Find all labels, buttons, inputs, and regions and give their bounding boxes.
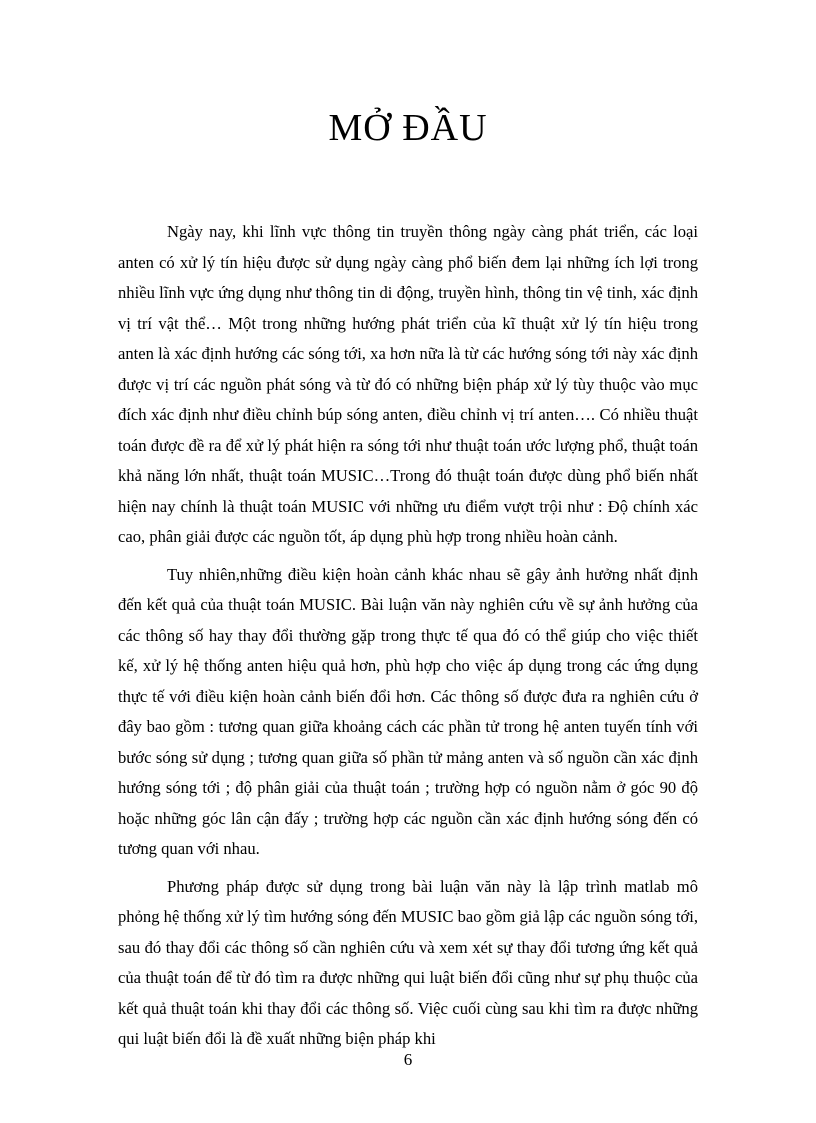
page-number: 6 [403, 1050, 413, 1069]
body-text [118, 217, 698, 1062]
paragraph-method: Phương pháp được sử dụng trong bài luận văn này là lập trình matlab mô phỏng hệ thống xử lý tìm hướng sóng đến MUSIC bao gồm giả lập các nguồn sóng tới, sau đó thay đổi các thông số cần nghiên cứu và xem xét sự thay đổi tương ứng kết quả của thuật toán để từ đó tìm ra được những qui luật biến đổi cũng như sự phụ thuộc của kết quả thuật toán khi thay đổi các thông số. Việc cuối cùng sau khi tìm ra được những qui luật biến đổi là đề xuất những biện pháp khi [118, 876, 698, 1048]
paragraph-parameters: Tuy nhiên,những điều kiện hoàn cảnh khác nhau sẽ gây ảnh hưởng nhất định đến kết quả của thuật toán MUSIC. Bài luận văn này nghiên cứu về sự ảnh hưởng của các thông số hay thay đổi thường gặp trong thực tế qua đó có thể giúp cho việc thiết kế, xử lý hệ thống anten hiệu quả hơn, phù hợp cho việc áp dụng trong các ứng dụng thực tế với điều kiện hoàn cảnh biến đổi hơn. Các thông số được đưa ra nghiên cứu ở đây bao gồm : tương quan giữa khoảng cách các phần tử trong hệ anten tuyến tính với bước sóng sử dụng ; tương quan giữa số phần tử mảng anten và số nguồn cần xác định hướng sóng tới ; độ phân giải của thuật toán ; trường hợp có nguồn nằm ở góc 90 độ hoặc những góc lân cận đấy ; trường hợp các nguồn cần xác định hướng sóng đến có tương quan với nhau. [118, 564, 698, 858]
paragraph-intro: Ngày nay, khi lĩnh vực thông tin truyền thông ngày càng phát triển, các loại anten có xử lý tín hiệu được sử dụng ngày càng phổ biến đem lại những ích lợi trong nhiều lĩnh vực ứng dụng như thông tin di động, truyền hình, thông tin vệ tinh, xác định vị trí vật thể… Một trong những hướng phát triển của kĩ thuật xử lý tín hiệu trong anten là xác định hướng các sóng tới, xa hơn nữa là từ các hướng sóng tới này xác định được vị trí các nguồn phát sóng và từ đó có những biện pháp xử lý tùy thuộc vào mục đích xác định như điều chỉnh búp sóng anten, điều chỉnh vị trí anten…. Có nhiều thuật toán được đề ra để xử lý phát hiện ra sóng tới như thuật toán ước lượng phổ, thuật toán khả năng lớn nhất, thuật toán MUSIC…Trong đó thuật toán được dùng phổ biến nhất hiện nay chính là thuật toán MUSIC với những ưu điểm vượt trội như : Độ chính xác cao, phân giải được các nguồn tốt, áp dụng phù hợp trong nhiều hoàn cảnh. [118, 222, 698, 546]
page-title: MỞ ĐẦU [328, 107, 488, 149]
